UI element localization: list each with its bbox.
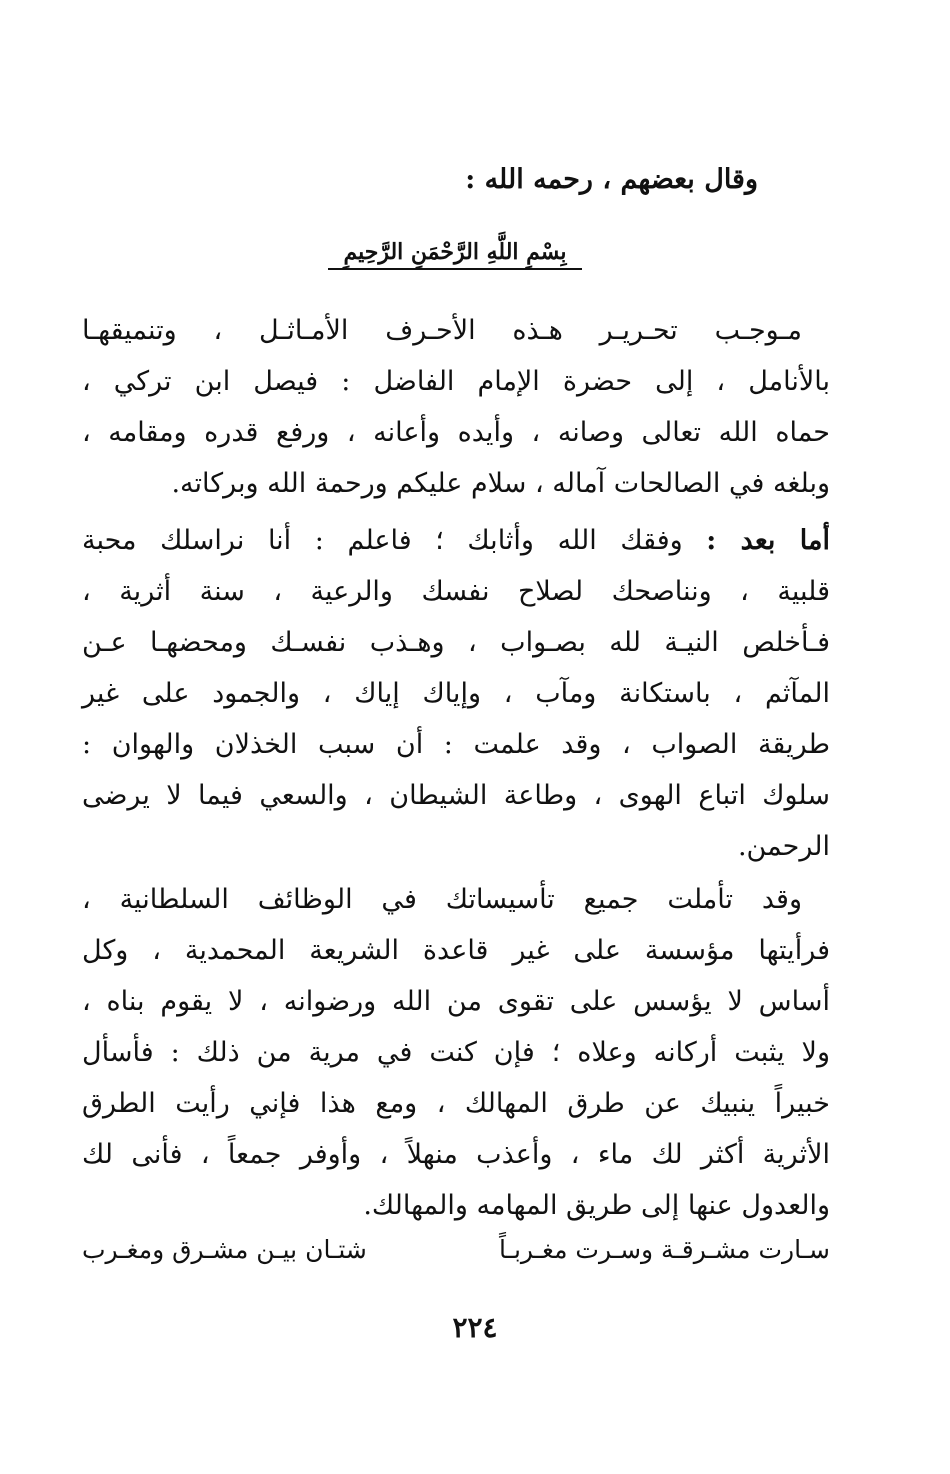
paragraph-line: أساس لا يؤسس على تقوى من الله ورضوانه ، لا يقوم بناه ، [82, 986, 830, 1017]
paragraph-line: الرحمن. [737, 831, 830, 862]
verse-second-hemistich: شتـان بيـن مشـرق ومغـرب [82, 1235, 367, 1264]
paragraph-line: وقد تأملت جميع تأسيساتك في الوظائف السلطانية ، [82, 884, 802, 915]
paragraph-1 [82, 305, 830, 509]
paragraph-line: ولا يثبت أركانه وعلاه ؛ فإن كنت في مرية من ذلك : فأسأل [82, 1037, 830, 1068]
paragraph-line: طريقة الصواب ، وقد علمت : أن سبب الخذلان والهوان : [82, 729, 830, 760]
paragraph-line: المآثم ، باستكانة ومآب ، وإياك إياك ، والجمود على غير [82, 678, 830, 709]
paragraph-line: والعدول عنها إلى طريق المهامه والمهالك. [363, 1190, 830, 1221]
paragraph-line: بالأنامل ، إلى حضرة الإمام الفاضل : فيصل ابن تركي ، [82, 366, 830, 397]
paragraph-line: الأثرية أكثر لك ماء ، وأعذب منهلاً ، وأوفر جمعاً ، فأنى لك [82, 1139, 830, 1170]
paragraph-line: سلوك اتباع الهوى ، وطاعة الشيطان ، والسعي فيما لا يرضى [82, 780, 830, 811]
paragraph-line: مـوجـب تحـريـر هـذه الأحـرف الأمـاثـل ، وتنميقهـا [82, 315, 802, 346]
paragraph-line: حماه الله تعالى وصانه ، وأيده وأعانه ، ورفع قدره ومقامه ، [82, 417, 830, 448]
paragraph-line: وبلغه في الصالحات آماله ، سلام عليكم ورحمة الله وبركاته. [171, 468, 830, 499]
paragraph-lead: أما بعد : [706, 525, 830, 556]
paragraph-line: قلبية ، ونناصحك لصلاح نفسك والرعية ، سنة أثرية ، [82, 576, 830, 607]
paragraph-line: خبيراً ينبيك عن طرق المهالك ، ومع هذا فإني رأيت الطرق [82, 1088, 830, 1119]
paragraph-line-rest: وفقك الله وأثابك ؛ فاعلم : أنا نراسلك محبة [82, 525, 707, 556]
page-heading: وقال بعضهم ، رحمه الله : [465, 164, 758, 195]
verse-first-hemistich: سـارت مشـرقـة وسـرت مغـربـاً [499, 1235, 830, 1264]
basmala-ornament [320, 232, 590, 272]
paragraph-3 [82, 874, 830, 1231]
page-number: ٢٢٤ [452, 1311, 498, 1344]
paragraph-2 [82, 515, 830, 872]
paragraph-line: فرأيتها مؤسسة على غير قاعدة الشريعة المحمدية ، وكل [82, 935, 830, 966]
basmala-underline [328, 268, 582, 270]
paragraph-line-lead [82, 515, 830, 566]
basmala-text: بِسْمِ اللَّهِ الرَّحْمَنِ الرَّحِيمِ [343, 239, 567, 265]
paragraph-line: فـأخلص النيـة لله بصـواب ، وهـذب نفسـك ومحضهـا عـن [82, 627, 830, 658]
